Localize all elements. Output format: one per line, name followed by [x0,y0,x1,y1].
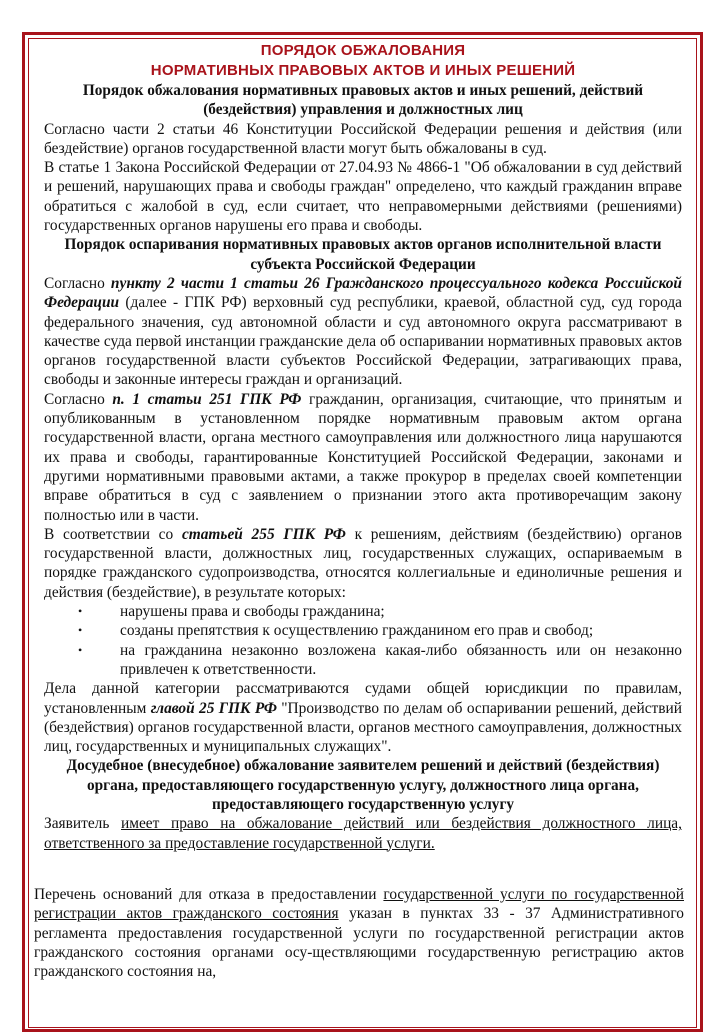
law-reference-gpk-251: п. 1 статьи 251 ГПК РФ [112,390,302,408]
law-reference-gpk-26: пункту 2 части 1 статьи 26 Гражданского процессуального кодекса Российской Федерации [44,274,682,312]
section-3-paragraph-1 [44,814,682,853]
bullet-icon: • [78,604,83,619]
text-run: Согласно [44,274,111,292]
document-body [44,41,682,853]
list-item [44,602,682,621]
section-2-paragraph-4 [44,679,682,756]
text-run: Заявитель [44,815,121,833]
document-title [44,41,682,81]
violations-list [44,602,682,679]
section-2-paragraph-1 [44,274,682,390]
text-run: (далее - ГПК РФ) верховный суд республики, краевой, областной суд, суд города федерального значения, суд автономной области и суд автономного округа рассматривают в качестве суда первой инстанции гражданские дела об оспаривании нормативных правовых актов органов государственной власти субъектов Российской Федерации, затрагивающих права, свободы и законные интересы граждан и организаций. [44,294,682,389]
list-item [44,641,682,680]
text-run: Дела данной категории рассматриваются судами общей юрисдикции по правилам, установленным [44,680,682,717]
text-run: к решениям, действиям (бездействию) органов государственной власти, должностных лиц, государственных служащих, оспариваемым в порядке гражданского судопроизводства, относятся коллегиальные и единоличные решения и действия (бездействие), в результате которых: [44,525,682,601]
text-run: "Производство по делам об оспаривании решений, действий (бездействия) органов государственной власти, органов местного самоуправления, должностных лиц, государственных и муниципальных служащих". [44,699,682,756]
section-3-paragraph-2-block [34,885,684,981]
section-1-paragraph-1: Согласно части 2 статьи 46 Конституции Российской Федерации решения и действия (или бездействие) органов государственной власти могут быть обжалованы в суд. [44,120,682,157]
law-reference-gpk-255: статьей 255 ГПК РФ [181,525,346,543]
underlined-text: государственной услуги по государственной регистрации актов гражданского состояния [34,886,684,923]
section-2-paragraph-3 [44,525,682,602]
title-line-1: ПОРЯДОК ОБЖАЛОВАНИЯ [260,42,466,59]
section-1-heading: Порядок обжалования нормативных правовых актов и иных решений, действий (бездействия) управления и должностных лиц [82,82,644,119]
bullet-icon: • [78,642,83,657]
section-2-paragraph-2 [44,390,682,525]
text-run: указан в пунктах 33 - 37 Административного регламента предоставления государственной услуги по государственной регистрации актов гражданского состояния органами осу-ществляющими государственную регистрацию актов гражданского состояния на, [34,905,684,981]
list-item-text: созданы препятствия к осуществлению гражданином его прав и свобод; [120,622,594,640]
list-item [44,621,682,640]
text-run: Согласно [44,390,113,408]
list-item-text: на гражданина незаконно возложена какая-либо обязанность или он незаконно привлечен к ответственности. [120,641,682,678]
list-item-text: нарушены права и свободы гражданина; [120,603,385,621]
section-1-paragraph-2: В статье 1 Закона Российской Федерации от 27.04.93 № 4866-1 "Об обжаловании в суд действий и решений, нарушающих права и свободы граждан" определено, что каждый гражданин вправе обратиться с жалобой в суд, если считает, что неправомерными действиями (решениями) государственных органов нарушены его права и свободы. [44,159,682,235]
section-3-paragraph-2 [34,885,684,981]
text-run: Перечень оснований для отказа в предоставлении [34,886,384,903]
section-3-heading: Досудебное (внесудебное) обжалование заявителем решений и действий (бездействия) органа, предоставляющего государственную услугу, должностного лица органа, предоставляющего государственную услугу [66,757,660,813]
title-line-2: НОРМАТИВНЫХ ПРАВОВЫХ АКТОВ И ИНЫХ РЕШЕНИЙ [150,62,576,79]
text-run: В соответствии со [44,525,182,543]
text-run: гражданин, организация, считающие, что принятым и опубликованным в установленном порядке нормативным правовым актом органа государственной власти, органа местного самоуправления или должностного лица нарушаются их права и свободы, гарантированные Конституцией Российской Федерации, законами и другими нормативными правовыми актами, а также прокурор в пределах своей компетенции вправе обратиться в суд с заявлением о признании этого акта противоречащим закону полностью или в части. [44,390,682,524]
law-reference-gpk-ch25: главой 25 ГПК РФ [150,699,277,717]
bullet-icon: • [78,623,83,638]
section-2-heading: Порядок оспаривания нормативных правовых актов органов исполнительной власти субъекта Российской Федерации [64,236,662,273]
underlined-text: имеет право на обжалование действий или бездействия должностного лица, ответственного за предоставление государственной услуги. [44,815,682,852]
